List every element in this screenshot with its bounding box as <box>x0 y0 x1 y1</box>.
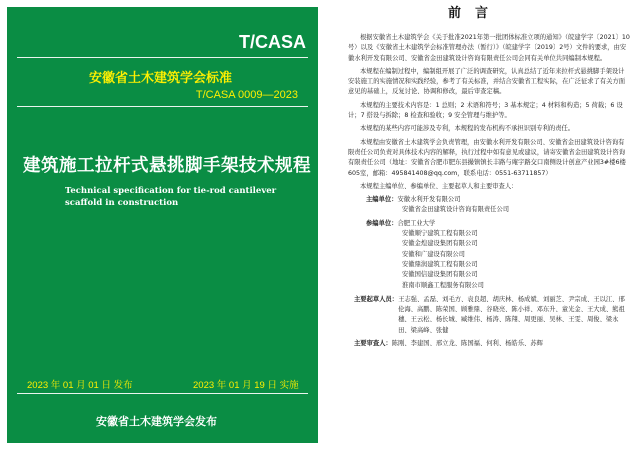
reviewers-names: 陈刚、李建国、邢立龙、陈国福、何利、杨皓乐、苏辉 <box>391 340 543 348</box>
cover-standard-code: T/CASA 0009—2023 <box>195 89 298 101</box>
chief-editor-unit: 安徽水利开发有限公司 <box>397 196 461 204</box>
cover-series: T/CASA <box>239 32 306 52</box>
participating-unit: 安徽和广建设有限公司 <box>402 250 465 258</box>
preface-paragraph: 本规程主编单位、参编单位、主要起草人和主要审查人： <box>360 182 518 190</box>
reviewers-row <box>354 339 630 349</box>
cover-association: 安徽省土木建筑学会标准 <box>89 71 233 86</box>
cover-rule-top <box>17 57 308 58</box>
standard-cover <box>7 7 318 443</box>
cover-publisher: 安徽省土木建筑学会发布 <box>96 415 217 428</box>
preface-paragraph: 根据安徽省土木建筑学会《关于批准2021年第一批团体标准立项的通知》（皖建学字〔2021〕10号）以及《安徽省土木建筑学会标准管理办法（暂行）》（皖建学字〔2019〕2号）文件的要求，由安徽水利开发有限公司、安徽省金田建筑设计咨询有限责任公司会同有关单位共同编制本规程。 <box>348 34 630 62</box>
drafters-row <box>354 295 630 336</box>
participating-unit: 安徽国信建设集团有限公司 <box>402 271 478 279</box>
reviewers-label: 主要审查人： <box>354 340 392 348</box>
cover-rule-lower <box>17 393 308 394</box>
drafters-names: 王志强、孟磊、刘毛方、袁良超、胡庆林、杨成斌、刘丽芝、尹宗成、王以江、邢伦海、高鹏、陈荣国、顾雅鼎、谷晓亮、陈小祥、邓东升、童光金、王大成、熊祖穗、王云松、杨长城、臧维伟、杨涛、陈翔、周更丽、吴林、王雯、周俊、梁永田、梁高峰、张健 <box>398 295 625 334</box>
preface-paragraph: 本规程在编制过程中，编制组开展了广泛的调查研究，认真总结了近年来拉杆式悬挑脚手架设计安装施工的实施情况和实践经验，参考了有关标准，并结合安徽省工程实际，在广泛征求了有关方面意见的基础上，反复讨论、协调和修改，最后审查定稿。 <box>348 67 626 96</box>
chief-editor-unit: 安徽省金田建筑设计咨询有限责任公司 <box>402 206 510 214</box>
participating-label: 参编单位： <box>366 219 398 227</box>
cover-publish-date: 2023 年 01 月 01 日 发布 <box>27 380 133 391</box>
drafters-label: 主要起草人员： <box>354 295 399 303</box>
participating-unit: 淮南市顺鑫工程服务有限公司 <box>402 281 484 289</box>
preface-paragraph: 本规程由安徽省土木建筑学会负责管理，由安徽水利开发有限公司、安徽省金田建筑设计咨询有限责任公司负责对具体技术内容的解释，执行过程中如有意见或建议，请寄安徽省金田建筑设计咨询有限责任公司（地址：安徽省合肥市肥东县撮镇镇长丰路与庵宇路交口南侧设计创意产业园3#楼6楼605室，邮箱：495841408@qq.com，联系电话：0551-63711857） <box>348 138 626 177</box>
preface-body <box>348 33 630 349</box>
chief-editor-label: 主编单位： <box>366 196 398 204</box>
cover-title-chinese: 建筑施工拉杆式悬挑脚手架技术规程 <box>23 156 311 176</box>
preface-paragraph: 本规程的某些内容可能涉及专利，本规程的发布机构不承担识别专利的责任。 <box>360 125 575 133</box>
chief-editor-row <box>366 195 630 205</box>
cover-implement-date: 2023 年 01 月 19 日 实施 <box>193 380 299 391</box>
preface-page <box>318 0 641 452</box>
participating-unit: 安徽金煌建设集团有限公司 <box>402 240 478 248</box>
participating-unit: 安徽顺宁建筑工程有限公司 <box>402 230 478 238</box>
preface-paragraph: 本规程的主要技术内容是：1 总则；2 术语和符号；3 基本规定；4 材料和构造；5 荷载；6 设计；7 搭设与拆除；8 检查和验收；9 安全管理与维护等。 <box>348 101 623 120</box>
participating-row <box>366 219 630 229</box>
participating-unit: 安徽鼎润建筑工程有限公司 <box>402 260 478 268</box>
preface-title: 前言 <box>448 6 503 21</box>
participating-unit: 合肥工业大学 <box>397 219 436 227</box>
cover-rule-upper <box>17 106 308 107</box>
cover-title-english: Technical specification for tie-rod cantilever scaffold in construction <box>65 186 277 208</box>
